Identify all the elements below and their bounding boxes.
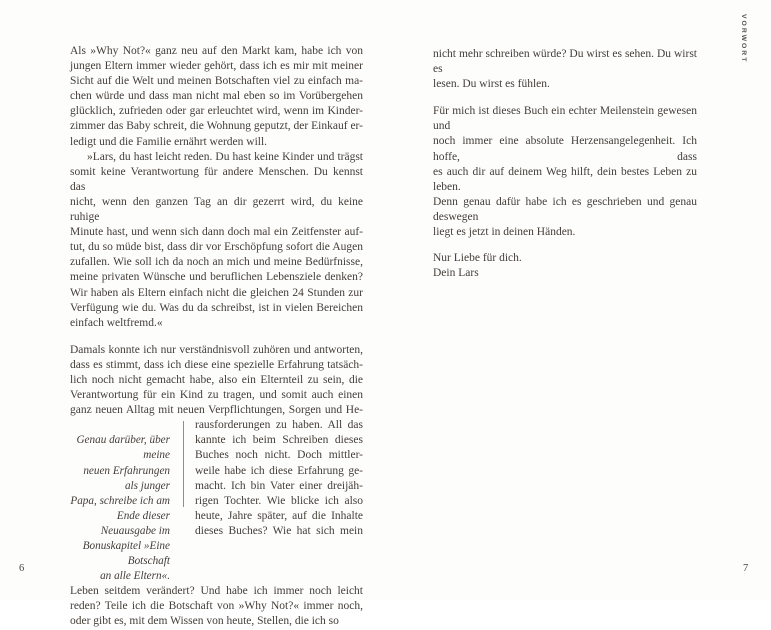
- page-number-right: 7: [743, 563, 749, 574]
- page-number-left: 6: [19, 563, 25, 574]
- narrow-column: rausforderungen zu haben. All das kannte ich beim Schreiben dieses Buches noch nicht. Doch mittler- weile habe ich diese Erfahrung ge- macht. Ich bin Vater einer dreijäh- rigen Tochter. Wie blicke ich also heute, Jahre später, auf die Inhalte dieses Buches? Wie hat sich mein: [195, 419, 363, 537]
- paragraph-2-right: Für mich ist dieses Buch ein echter Meilenstein gewesen und noch immer eine absolute Herzensangelegenheit. Ich hoffe, dass es auch dir auf deinem Weg hilft, dein bestes Leben zu leben. Denn genau dafür habe ich es geschrieben und genau deswegen liegt es jetzt in deinen Händen.: [433, 105, 697, 239]
- closing-lines: Nur Liebe für dich. Dein Lars: [433, 252, 522, 280]
- two-column-section: [70, 418, 363, 584]
- paragraph-1: Als »Why Not?« ganz neu auf den Markt kam, habe ich von jungen Eltern immer wieder gehört, dass ich es mir mit meiner Sicht auf die Welt und meinen Botschaften viel zu einfach ma- chen würde und dass man nicht mal eben so im Vorübergehen glücklich, zufrieden oder gar erleuchtet wird, wenn im Kinder- zimmer das Baby schreit, die Wohnung geputzt, der Einkauf er- ledigt und die Familie ernährt werden will.: [70, 45, 363, 148]
- chapter-header-vertical: VORWORT: [740, 14, 747, 64]
- paragraph-3: Damals konnte ich nur verständnisvoll zuhören und antworten, dass es stimmt, dass ich diese eine spezielle Erfahrung tatsäch- lich noch nicht gemacht habe, also ein Elternteil zu sein, die Verantwortung für ein Kind zu tragen, und somit auch einen ganz neuen Alltag mit neuen Verpflichtungen, Sorgen und He-: [70, 343, 363, 417]
- margin-note: Genau darüber, über meine neuen Erfahrungen als junger Papa, schreibe ich am Ende dieser Neuausgabe im Bonuskapitel »Eine Botschaft an alle Eltern«.: [70, 434, 170, 583]
- column-divider-rule: [183, 421, 184, 507]
- right-page-text: [433, 47, 697, 281]
- paragraph-1-right: nicht mehr schreiben würde? Du wirst es sehen. Du wirst es lesen. Du wirst es fühlen.: [433, 48, 697, 91]
- left-page-text: [70, 44, 363, 630]
- paragraph-3-continued: Leben seitdem verändert? Und habe ich immer noch leicht reden? Teile ich die Botschaft von »Why Not?« immer noch, oder gibt es, mit dem Wissen von heute, Stellen, die ich so: [70, 585, 363, 628]
- paragraph-2: »Lars, du hast leicht reden. Du hast keine Kinder und trägst somit keine Verantwortung für andere Menschen. Du kennst das nicht, wenn den ganzen Tag an dir gezerrt wird, du keine ruhige Minute hast, und wenn sich dann doch mal ein Zeitfenster auf- tut, du so müde bist, dass dir vor Erschöpfung sofort die Augen zufallen. Wie soll ich da noch an mich und meine Bedürfnisse, meine privaten Wünsche und beruflichen Lebensziele denken? Wir haben als Eltern einfach nicht die gleichen 24 Stunden zur Verfügung wie du. Was du da schreibst, ist in vielen Bereichen einfach weltfremd.«: [70, 150, 363, 329]
